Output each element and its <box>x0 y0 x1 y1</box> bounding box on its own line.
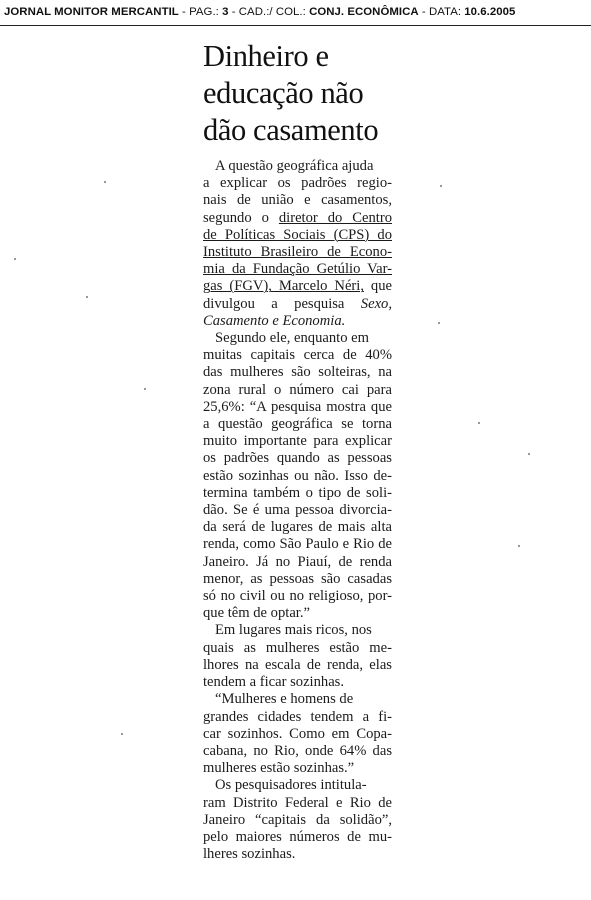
body-line: lheres sozinhas. <box>203 846 296 863</box>
headline-line: dão casamento <box>203 113 379 147</box>
page-label: PAG.: <box>189 6 223 18</box>
body-line: Segundo ele, enquanto em <box>215 330 370 347</box>
body-text-run: que <box>363 278 392 295</box>
section-name: CONJ. ECONÔMICA <box>309 6 419 18</box>
body-line: muito importante para explicar <box>203 433 392 450</box>
scan-speck <box>478 422 480 424</box>
body-line: A questão geográfica ajuda <box>215 158 374 174</box>
cad-col-label: CAD.:/ COL.: <box>238 6 310 18</box>
scan-speck <box>528 453 530 455</box>
body-line: só no civil ou no religioso, por- <box>203 588 392 605</box>
publication-name: JORNAL MONITOR MERCANTIL <box>4 6 179 18</box>
date-label: DATA: <box>428 6 465 18</box>
body-line: lhores na escala de renda, elas <box>203 656 392 673</box>
body-line: Os pesquisadores intitula- <box>215 777 367 794</box>
scan-speck <box>518 545 520 547</box>
body-line: a explicar os padrões regio- <box>203 175 392 192</box>
body-text-run: segundo o <box>203 209 279 226</box>
scan-speck <box>121 733 123 735</box>
article-body <box>203 158 392 863</box>
body-line: dão. Se é uma pessoa divorcia- <box>203 502 392 519</box>
body-line: a questão geográfica se torna <box>203 416 392 433</box>
header-separator: - <box>178 6 190 18</box>
body-line: que têm de optar.” <box>203 605 310 622</box>
scan-speck <box>104 181 106 183</box>
article <box>193 38 393 863</box>
body-line: renda, como São Paulo e Rio de <box>203 536 392 553</box>
italic-title: Sexo, <box>360 295 392 312</box>
headline-line: Dinheiro e <box>203 39 329 73</box>
body-line: Casamento e Economia. <box>203 312 346 329</box>
scan-speck <box>438 322 440 324</box>
header-separator: - <box>418 6 429 18</box>
body-line: “Mulheres e homens de <box>215 691 354 708</box>
body-line: Janeiro. Já no Piauí, de renda <box>203 553 392 570</box>
body-line: Em lugares mais ricos, nos <box>215 622 372 639</box>
body-line: ram Distrito Federal e Rio de <box>203 794 392 811</box>
body-line: 25,6%: “A pesquisa mostra que <box>203 398 392 415</box>
body-line: da será de lugares de mais alta <box>203 519 392 536</box>
body-line: pelo maiores números de mu- <box>203 828 392 845</box>
header-rule <box>0 25 591 26</box>
body-line: das mulheres são solteiras, na <box>203 364 392 381</box>
body-line: os padrões quando as pessoas <box>203 450 392 467</box>
clipping-header <box>0 0 591 24</box>
scan-speck <box>14 258 16 260</box>
body-line: cabana, no Rio, onde 64% das <box>203 742 392 759</box>
body-line: Janeiro “capitais da solidão”, <box>203 811 392 828</box>
body-line: nais de união e casamentos, <box>203 192 392 209</box>
body-line: tendem a ficar sozinhas. <box>203 674 345 691</box>
body-line: muitas capitais cerca de 40% <box>203 347 392 364</box>
body-line: quais as mulheres estão me- <box>203 639 392 656</box>
body-line <box>203 210 392 227</box>
body-line: Instituto Brasileiro de Econo- <box>203 244 392 261</box>
underlined-text: diretor do Centro <box>278 209 392 226</box>
underlined-text: gas (FGV), Marcelo Néri, <box>203 278 364 295</box>
body-line <box>203 278 392 295</box>
article-headline <box>203 38 393 149</box>
scan-speck <box>144 388 146 390</box>
body-line: de Políticas Sociais (CPS) do <box>203 226 392 243</box>
headline-line: educação não <box>203 76 364 110</box>
body-line: grandes cidades tendem a fi- <box>203 708 392 725</box>
body-line: mulheres estão sozinhas.” <box>203 760 355 777</box>
scan-speck <box>86 296 88 298</box>
body-line: termina também o tipo de soli- <box>203 484 392 501</box>
date-value: 10.6.2005 <box>464 6 516 18</box>
body-line: zona rural o número cai para <box>203 381 392 398</box>
header-separator: - <box>228 6 239 18</box>
body-line: menor, as pessoas são casadas <box>203 570 392 587</box>
body-text-run: divulgou a pesquisa <box>203 295 361 312</box>
body-line: mia da Fundação Getúlio Var- <box>203 261 392 278</box>
body-line: estão sozinhas ou não. Isso de- <box>203 467 392 484</box>
page-value: 3 <box>222 6 229 18</box>
body-line: car sozinhos. Como em Copa- <box>203 725 392 742</box>
body-line <box>203 296 392 313</box>
scan-speck <box>440 185 442 187</box>
